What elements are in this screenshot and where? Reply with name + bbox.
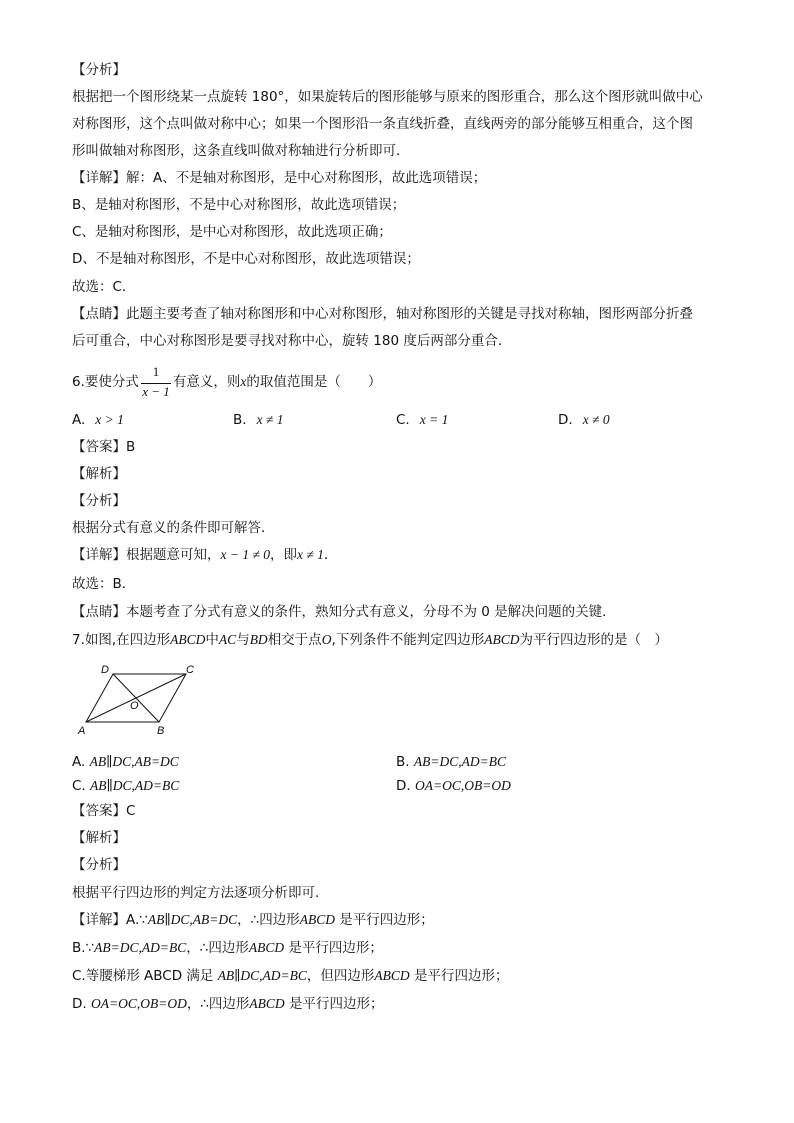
connector: ，但四边形 (306, 968, 375, 984)
q7-option-d (396, 777, 511, 795)
because-symbol: ∵ (139, 912, 148, 928)
abcd: ABCD (248, 940, 285, 955)
stem-part: 相交于点 (267, 632, 322, 648)
detail-prefix: D. (72, 996, 87, 1012)
q7-option-b (396, 753, 506, 771)
option-letter: D. (396, 778, 411, 794)
detail-end: ． (323, 547, 338, 563)
condition: AB∥DC,AD=BC (217, 968, 307, 983)
quad-text: 四边形 (208, 996, 250, 1012)
q6-option-b (233, 411, 283, 429)
choose-line: 故选：B． (72, 576, 136, 592)
jiexi-heading: 【解析】 (72, 830, 126, 846)
conclusion: 是平行四边形； (413, 968, 509, 984)
option-letter: A. (72, 412, 86, 428)
answer-line: 【答案】C (72, 803, 136, 819)
abcd: ABCD (249, 996, 285, 1011)
detail-option-d: D、不是轴对称图形，不是中心对称图形，故此选项错误； (72, 251, 420, 267)
q7-option-a (72, 753, 179, 771)
detail-formula-2: x ≠ 1 (297, 547, 324, 562)
conclusion: 是平行四边形； (339, 912, 434, 928)
stem-bd: BD (249, 632, 268, 647)
stem-part: 中 (205, 632, 219, 648)
label-b: B (157, 725, 165, 737)
condition: AB∥DC,AB=DC (147, 912, 238, 927)
question-6-stem-middle: 有意义，则 (172, 374, 241, 390)
fraction (141, 364, 171, 402)
option-letter: B. (233, 412, 247, 428)
option-letter: D. (558, 412, 573, 428)
detail-connector: ，即 (270, 547, 298, 563)
comment-line-2: 后可重合，中心对称图形是要寻找对称中心，旋转 180 度后两部分重合． (72, 333, 512, 349)
analysis-text-line-1: 根据把一个图形绕某一点旋转 180°，如果旋转后的图形能够与原来的图形重合，那么这个图形就叫做中心 (72, 89, 703, 105)
condition: AB=DC,AD=BC (94, 940, 187, 955)
question-6-stem-prefix: 6.要使分式 (72, 374, 139, 390)
analysis-text-line-3: 形叫做轴对称图形，这条直线叫做对称轴进行分析即可． (72, 143, 410, 159)
jiexi-heading: 【解析】 (72, 466, 126, 482)
fraction-numerator: 1 (152, 364, 160, 379)
option-math: AB∥DC,AB=DC (89, 754, 179, 769)
question-6-variable: x (240, 374, 247, 389)
therefore-symbol: ∴ (250, 912, 260, 928)
abcd: ABCD (299, 912, 335, 927)
label-a: A (78, 725, 86, 737)
stem-o: O (321, 632, 332, 647)
parallelogram-figure (74, 660, 204, 740)
stem-abcd: ABCD (170, 632, 206, 647)
q6-option-a (72, 411, 124, 429)
question-7-stem (72, 631, 668, 649)
analysis-heading: 【分析】 (72, 62, 126, 78)
fraction-denominator: x − 1 (142, 384, 170, 399)
stem-part: 与 (236, 632, 250, 648)
analysis-heading: 【分析】 (72, 857, 126, 873)
option-math: AB∥DC,AD=BC (90, 778, 180, 793)
option-letter: B. (396, 754, 410, 770)
detail-option-c: C、是轴对称图形，是中心对称图形，故此选项正确； (72, 224, 392, 240)
option-math: AB=DC,AD=BC (413, 754, 506, 769)
analysis-heading: 【分析】 (72, 493, 126, 509)
option-letter: C. (396, 412, 410, 428)
question-6-stem (72, 373, 381, 391)
option-math: x ≠ 0 (582, 412, 610, 427)
option-math: OA=OC,OB=OD (414, 778, 511, 793)
analysis-text-line-2: 对称图形，这个点叫做对称中心；如果一个图形沿一条直线折叠，直线两旁的部分能够互相重合，这个图 (72, 116, 693, 132)
comment-line-1: 【点睛】此题主要考查了轴对称图形和中心对称图形，轴对称图形的关键是寻找对称轴，图形两部分折叠 (72, 306, 693, 322)
option-math: x = 1 (419, 412, 449, 427)
option-math: x > 1 (95, 412, 124, 427)
question-6-stem-suffix: 的取值范围是（ ） (246, 374, 382, 390)
detail-formula-1: x − 1 ≠ 0 (220, 547, 271, 562)
therefore-symbol: ∴ (199, 940, 209, 956)
therefore-symbol: ∴ (200, 996, 209, 1012)
q6-option-d (558, 411, 610, 429)
because-symbol: ∵ (85, 940, 95, 956)
comment-line: 【点睛】本题考查了分式有意义的条件，熟知分式有意义，分母不为 0 是解决问题的关键． (72, 604, 616, 620)
conclusion: 是平行四边形； (288, 940, 383, 956)
detail-prefix: 【详解】根据题意可知， (72, 547, 221, 563)
detail-prefix: C.等腰梯形 ABCD 满足 (72, 968, 214, 984)
q7-option-c (72, 777, 179, 795)
option-letter: C. (72, 778, 86, 794)
detail-line-c (72, 967, 508, 985)
quad-text: 四边形 (208, 940, 249, 956)
condition: OA=OC,OB=OD (90, 996, 187, 1011)
answer-line: 【答案】B (72, 439, 136, 455)
stem-abcd: ABCD (484, 632, 520, 647)
detail-line (72, 546, 337, 564)
diagonal-bd (113, 674, 159, 722)
analysis-text: 根据分式有意义的条件即可解答． (72, 520, 275, 536)
detail-prefix: 【详解】A. (72, 912, 140, 928)
option-letter: A. (72, 754, 86, 770)
label-c: C (186, 664, 194, 676)
stem-ac: AC (218, 632, 237, 647)
detail-line-d: D. OA=OC,OB=OD，∴四边形ABCD 是平行四边形； (72, 996, 384, 1012)
detail-prefix: B. (72, 940, 86, 956)
option-math: x ≠ 1 (256, 412, 284, 427)
abcd: ABCD (374, 968, 410, 983)
detail-option-b: B、是轴对称图形，不是中心对称图形，故此选项错误； (72, 197, 406, 213)
choose-line: 故选：C． (72, 279, 136, 295)
quad-text: 四边形 (259, 912, 300, 928)
detail-line-a: 【详解】A.∵AB∥DC,AB=DC，∴四边形ABCD 是平行四边形； (72, 912, 434, 928)
stem-part: ,下列条件不能判定四边形 (331, 632, 485, 648)
stem-part: 为平行四边形的是（ ） (519, 632, 668, 648)
detail-line-b: B.∵AB=DC,AD=BC，∴四边形ABCD 是平行四边形； (72, 940, 383, 956)
label-o: O (130, 700, 139, 712)
q6-option-c (396, 411, 448, 429)
stem-part: 7.如图,在四边形 (72, 632, 171, 648)
detail-line: 【详解】解：A、不是轴对称图形，是中心对称图形，故此选项错误； (72, 170, 487, 186)
conclusion: 是平行四边形； (288, 996, 384, 1012)
label-d: D (101, 664, 109, 676)
analysis-text: 根据平行四边形的判定方法逐项分析即可. (72, 885, 320, 901)
